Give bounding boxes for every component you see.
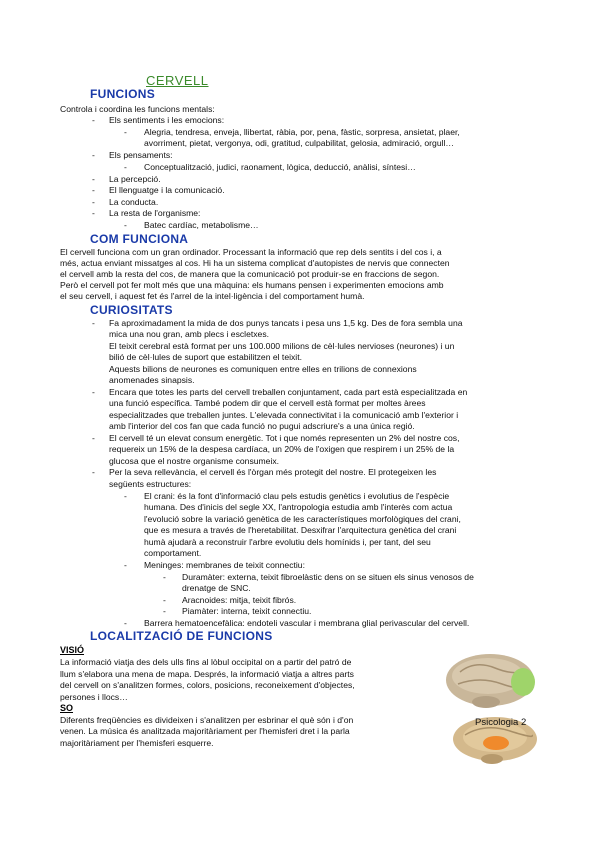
com-funciona-line: més, actua enviant missatges al cos. Hi ha un sistema complicat d'autopistes de nervis que connecten bbox=[60, 258, 450, 268]
brain-vision-image bbox=[440, 650, 550, 712]
crani-line: comportament. bbox=[144, 548, 202, 558]
subheading-so: SO bbox=[60, 703, 74, 713]
com-funciona-line: el seu cervell, i aquest fet és l'arrel de la intel·ligència i del comportament humà. bbox=[60, 291, 365, 301]
funcions-item: El llenguatge i la comunicació. bbox=[109, 185, 225, 195]
visio-line: del cervell on s'analitzen formes, colors, posicions, reconeixement d'objectes, bbox=[60, 680, 355, 690]
curiositat-line: una funció específica. També podem dir que el cervell està format per moltes àrees bbox=[109, 398, 426, 408]
visio-line: persones i llocs… bbox=[60, 692, 128, 702]
subheading-visio: VISIÓ bbox=[60, 645, 85, 655]
heading-com-funciona: COM FUNCIONA bbox=[90, 232, 189, 246]
meninges-subline: Aracnoides: mitja, teixit fibrós. bbox=[182, 595, 297, 605]
curiositat-line: Encara que totes les parts del cervell treballen conjuntament, cada part està especialitzada en bbox=[109, 387, 468, 397]
funcions-item: Els pensaments: bbox=[109, 150, 173, 160]
crani-line: l'evolució sobre la variació genètica de les característiques morfològiques del crani, bbox=[144, 514, 461, 524]
funcions-item: La percepció. bbox=[109, 174, 161, 184]
curiositat-line: bilió de cèl·lules de suport que estabilitzen el teixit. bbox=[109, 352, 302, 362]
funcions-intro: Controla i coordina les funcions mentals: bbox=[60, 104, 215, 114]
bullet-dash: - bbox=[124, 618, 127, 628]
bullet-dash: - bbox=[124, 220, 127, 230]
page-footer: Psicologia 2 bbox=[475, 717, 527, 728]
visio-line: La informació viatja des dels ulls fins al lòbul occipital on a partir del patró de bbox=[60, 657, 352, 667]
meninges-subline: Piamàter: interna, teixit connectiu. bbox=[182, 606, 312, 616]
com-funciona-line: Però el cervell pot fer molt més que una màquina: els humans pensen i experimenten emocions amb bbox=[60, 280, 444, 290]
funcions-item: La conducta. bbox=[109, 197, 159, 207]
barrera-line: Barrera hematoencefàlica: endoteli vascular i membrana glial perivascular del cervell. bbox=[144, 618, 470, 628]
so-line: majoritàriament per l'hemisferi esquerre. bbox=[60, 738, 214, 748]
meninges-subline: drenatge de SNC. bbox=[182, 583, 251, 593]
curiositat-line: mica una nou gran, amb plecs i escletxes. bbox=[109, 329, 270, 339]
heading-funcions: FUNCIONS bbox=[90, 87, 156, 101]
curiositat-line: Aquests bilions de neurones es comuniquen entre elles en trilions de connexions bbox=[109, 364, 417, 374]
funcions-item: La resta de l'organisme: bbox=[109, 208, 201, 218]
bullet-dash: - bbox=[92, 433, 95, 443]
curiositat-line: especialitzades que treballen juntes. L'elevada connectivitat i la comunicació amb l'exterior i bbox=[109, 410, 459, 420]
bullet-dash: - bbox=[163, 572, 166, 582]
curiositat-line: Per la seva rellevància, el cervell és l'òrgan més protegit del nostre. El protegeixen les bbox=[109, 467, 437, 477]
bullet-dash: - bbox=[92, 197, 95, 207]
funcions-subitem: avorriment, pietat, vergonya, odi, gratitud, culpabilitat, gelosia, admiració, orgull… bbox=[144, 138, 455, 148]
crani-line: humana. Des d'inicis del segle XX, l'antropologia estudia amb l'interès com actua bbox=[144, 502, 453, 512]
bullet-dash: - bbox=[163, 606, 166, 616]
so-line: venen. La música és analitzada majoritàriament per l'hemisferi dret i la parla bbox=[60, 726, 350, 736]
so-line: Diferents freqüències es divideixen i s'analitzen per esbrinar el què són i d'on bbox=[60, 715, 354, 725]
curiositat-line: El cervell té un elevat consum energètic. Tot i que només representen un 2% del nostre cos, bbox=[109, 433, 460, 443]
bullet-dash: - bbox=[92, 387, 95, 397]
bullet-dash: - bbox=[92, 150, 95, 160]
bullet-dash: - bbox=[92, 185, 95, 195]
crani-line: que es mesura a través de l'heretabilitat. Desxifrar l'arquitectura genètica del crani bbox=[144, 525, 457, 535]
funcions-subitem: Batec cardíac, metabolisme… bbox=[144, 220, 259, 230]
bullet-dash: - bbox=[92, 174, 95, 184]
bullet-dash: - bbox=[124, 491, 127, 501]
com-funciona-line: El cervell funciona com un gran ordinador. Processant la informació que rep dels sentits i del cos i, a bbox=[60, 247, 442, 257]
funcions-subitem: Conceptualització, judici, raonament, lògica, deducció, anàlisi, síntesi… bbox=[144, 162, 416, 172]
bullet-dash: - bbox=[92, 318, 95, 328]
curiositat-line: amb l'interior del cos fan que cada funció no pugui adscriure's a una única regió. bbox=[109, 421, 415, 431]
funcions-subitem: Alegria, tendresa, enveja, llibertat, ràbia, por, pena, fàstic, sorpresa, ansietat, plaer, bbox=[144, 127, 460, 137]
bullet-dash: - bbox=[92, 208, 95, 218]
bullet-dash: - bbox=[124, 560, 127, 570]
bullet-dash: - bbox=[163, 595, 166, 605]
visio-line: llum s'elabora una mena de mapa. Després, la informació viatja a altres parts bbox=[60, 669, 354, 679]
crani-line: humà ajudarà a reconstruir l'arbre evolutiu dels homínids i, per tant, del seu bbox=[144, 537, 431, 547]
curiositat-line: El teixit cerebral està format per uns 100.000 milions de cèl·lules nervioses (neurones) i un bbox=[109, 341, 455, 351]
bullet-dash: - bbox=[124, 162, 127, 172]
curiositat-line: Fa aproximadament la mida de dos punys tancats i pesa uns 1,5 kg. Des de fora sembla una bbox=[109, 318, 463, 328]
crani-line: El crani: és la font d'informació clau pels estudis genètics i evolutius de l'espècie bbox=[144, 491, 450, 501]
curiositat-line: requereix un 15% de la despesa cardíaca, un 20% de l'oxigen que respirem i un 25% de la bbox=[109, 444, 455, 454]
heading-localitzacio: LOCALITZACIÓ DE FUNCIONS bbox=[90, 629, 273, 643]
curiositat-line: anomenades sinapsis. bbox=[109, 375, 195, 385]
curiositat-line: glucosa que el nostre organisme consumeix. bbox=[109, 456, 280, 466]
meninges-line: Meninges: membranes de teixit connectiu: bbox=[144, 560, 305, 570]
bullet-dash: - bbox=[92, 115, 95, 125]
bullet-dash: - bbox=[92, 467, 95, 477]
meninges-subline: Duramàter: externa, teixit fibroelàstic dens on se situen els sinus venosos de bbox=[182, 572, 474, 582]
com-funciona-line: el cervell amb la resta del cos, de manera que la comunicació pot produir-se en fraccions de segon. bbox=[60, 269, 440, 279]
heading-curiositats: CURIOSITATS bbox=[90, 303, 173, 317]
page-title: CERVELL bbox=[146, 73, 209, 88]
bullet-dash: - bbox=[124, 127, 127, 137]
curiositat-line: següents estructures: bbox=[109, 479, 192, 489]
funcions-item: Els sentiments i les emocions: bbox=[109, 115, 225, 125]
